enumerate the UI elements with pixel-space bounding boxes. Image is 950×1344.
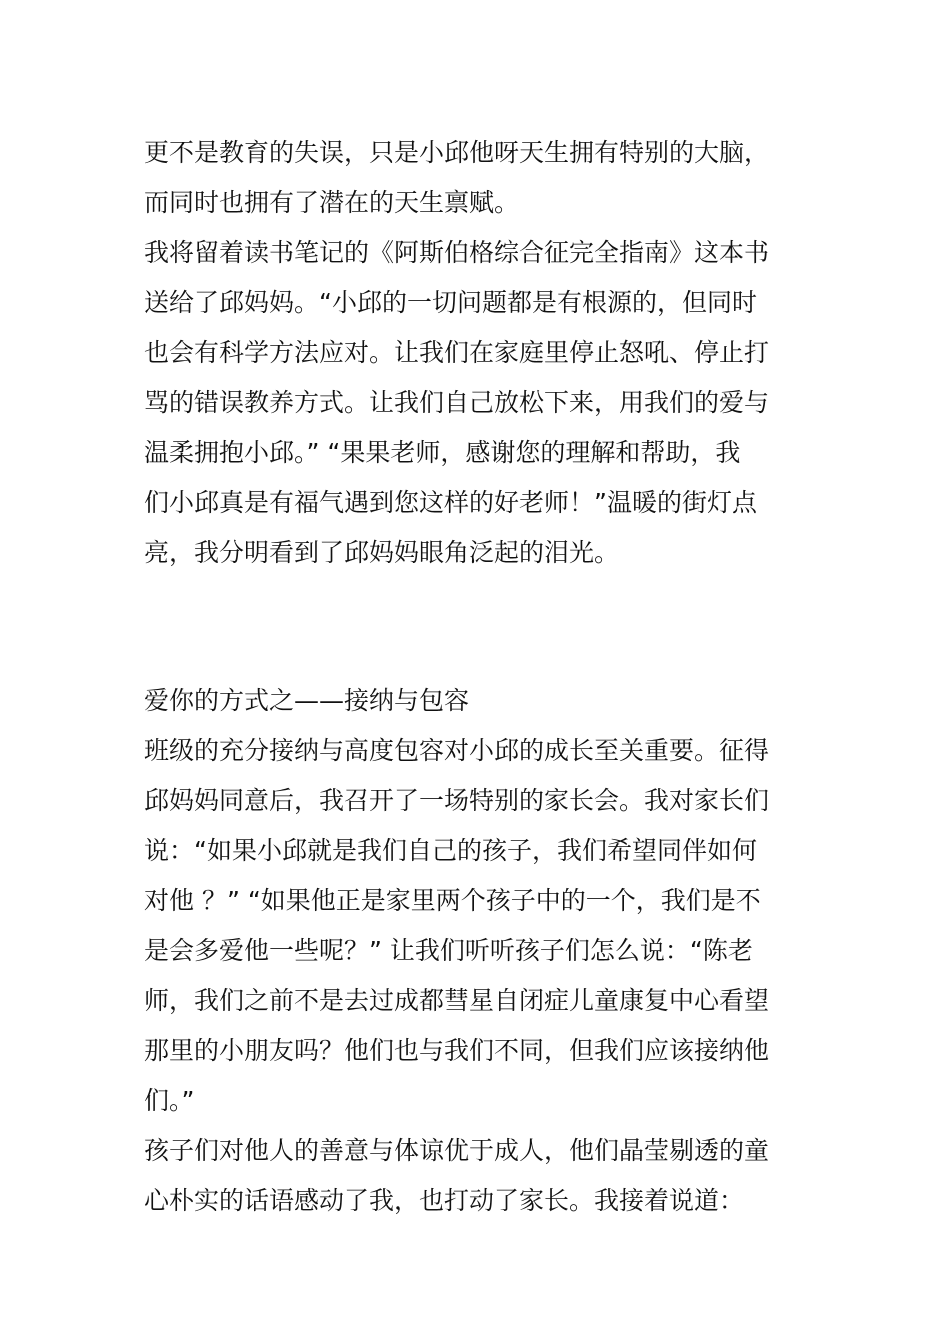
section-heading: 爱你的方式之——接纳与包容 (144, 686, 470, 715)
paragraph-line: 那里的小朋友吗？他们也与我们不同，但我们应该接纳他 (144, 1036, 770, 1065)
paragraph-line: 更不是教育的失误，只是小邱他呀天生拥有特别的大脑， (144, 138, 770, 167)
paragraph-line: 邱妈妈同意后，我召开了一场特别的家长会。我对家长们 (144, 786, 770, 815)
paragraph-line: 我将留着读书笔记的《阿斯伯格综合征完全指南》这本书 (144, 238, 770, 267)
paragraph-line: 骂的错误教养方式。让我们自己放松下来，用我们的爱与 (144, 388, 770, 417)
paragraph-line: 说：“如果小邱就是我们自己的孩子，我们希望同伴如何 (144, 836, 757, 865)
paragraph-line: 对他 ？” “如果他正是家里两个孩子中的一个，我们是不 (144, 886, 761, 915)
paragraph-line: 是会多爱他一些呢？” 让我们听听孩子们怎么说：“陈老 (144, 936, 753, 965)
paragraph-line: 温柔拥抱小邱。” “果果老师，感谢您的理解和帮助，我 (144, 438, 741, 467)
paragraph-line: 送给了邱妈妈。“小邱的一切问题都是有根源的，但同时 (144, 288, 757, 317)
paragraph-line: 师，我们之前不是去过成都彗星自闭症儿童康复中心看望 (144, 986, 770, 1015)
paragraph-line: 们小邱真是有福气遇到您这样的好老师！”温暖的街灯点 (144, 488, 757, 517)
paragraph-line: 心朴实的话语感动了我，也打动了家长。我接着说道： (144, 1186, 745, 1215)
paragraph-line: 班级的充分接纳与高度包容对小邱的成长至关重要。征得 (144, 736, 770, 765)
paragraph-line: 们。” (144, 1086, 195, 1115)
paragraph-line: 也会有科学方法应对。让我们在家庭里停止怒吼、停止打 (144, 338, 770, 367)
paragraph-line: 亮，我分明看到了邱妈妈眼角泛起的泪光。 (144, 538, 620, 567)
paragraph-line: 而同时也拥有了潜在的天生禀赋。 (144, 188, 520, 217)
paragraph-line: 孩子们对他人的善意与体谅优于成人，他们晶莹剔透的童 (144, 1136, 770, 1165)
